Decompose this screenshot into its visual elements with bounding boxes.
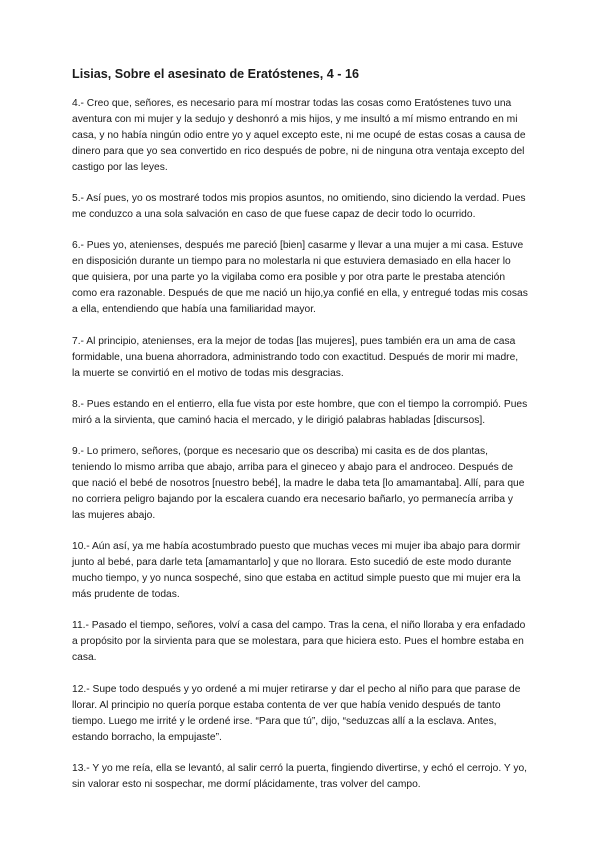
document-title: Lisias, Sobre el asesinato de Eratóstenes, 4 - 16 (72, 67, 359, 81)
paragraph-6: 6.- Pues yo, atenienses, después me pareció [bien] casarme y llevar a una mujer a mi casa. Estuve en disposición durante un tiempo para no molestarla ni que estuviera demasiado en ella hacer lo que quisiera, por una parte yo la vigilaba como era posible y por otra parte le prestaba atención como era razonable. Después de que me nació un hijo,ya confié en ella, y entregué todas mis cosas a ella, entendiendo que había una familiaridad mayor. (72, 240, 528, 316)
paragraph-13: 13.- Y yo me reía, ella se levantó, al salir cerró la puerta, fingiendo divertirse, y echó el cerrojo. Y yo, sin valorar esto ni sospechar, me dormí plácidamente, tras volver del campo. (72, 762, 528, 790)
paragraph-7: 7.- Al principio, atenienses, era la mejor de todas [las mujeres], pues también era un ama de casa formidable, una buena ahorradora, administrando todo con exactitud. Después de morir mi madre, la muerte se convirtió en el motivo de todas mis desgracias. (72, 335, 519, 379)
paragraph-9: 9.- Lo primero, señores, (porque es necesario que os describa) mi casita es de dos plantas, teniendo lo mismo arriba que abajo, arriba para el gineceo y abajo para el androceo. Después de que nació el bebé de nosotros [nuestro bebé], la madre le daba teta [lo amamantaba]. Allí, para que no corriera peligro bajando por la escalera cuando era necesario bañarlo, yo permanecía arriba y las mujeres abajo. (72, 445, 525, 521)
paragraph-11: 11.- Pasado el tiempo, señores, volví a casa del campo. Tras la cena, el niño lloraba y era enfadado a propósito por la sirvienta para que se molestara, para que hiciera esto. Pues el hombre estaba en casa. (72, 620, 526, 664)
paragraph-8: 8.- Pues estando en el entierro, ella fue vista por este hombre, que con el tiempo la corrompió. Pues miró a la sirvienta, que caminó hacia el mercado, y le dirigió palabras habladas [discursos]. (72, 398, 528, 426)
paragraph-4: 4.- Creo que, señores, es necesario para mí mostrar todas las cosas como Eratóstenes tuvo una aventura con mi mujer y la sedujo y deshonró a mis hijos, y me insultó a mí mismo entrando en mi casa, y no había ningún odio entre yo y aquel excepto este, ni me ocupé de estas cosas a causa de dinero para que yo sea convertido en rico después de pobre, ni de ninguna otra ventaja excepto del castigo por las leyes. (72, 98, 526, 173)
paragraph-10: 10.- Aún así, ya me había acostumbrado puesto que muchas veces mi mujer iba abajo para dormir junto al bebé, para darle teta [amamantarlo] y que no llorara. Esto sucedió de este modo durante mucho tiempo, y yo nunca sospeché, sino que estaba en actitud simple puesto que mi mujer era la más prudente de todas. (72, 541, 521, 601)
paragraph-12: 12.- Supe todo después y yo ordené a mi mujer retirarse y dar el pecho al niño para que parase de llorar. Al principio no quería porque estaba contenta de ver que había venido después de tanto tiempo. Luego me irrité y le ordené irse. “Para que tú”, dijo, “seduzcas allí a la esclava. Antes, estando borracho, la empujaste”. (72, 683, 521, 743)
document-page (72, 66, 528, 808)
paragraph-5: 5.- Así pues, yo os mostraré todos mis propios asuntos, no omitiendo, sino diciendo la verdad. Pues me conduzco a una sola salvación en caso de que fuese capaz de decir todo lo ocurrido. (72, 193, 526, 221)
